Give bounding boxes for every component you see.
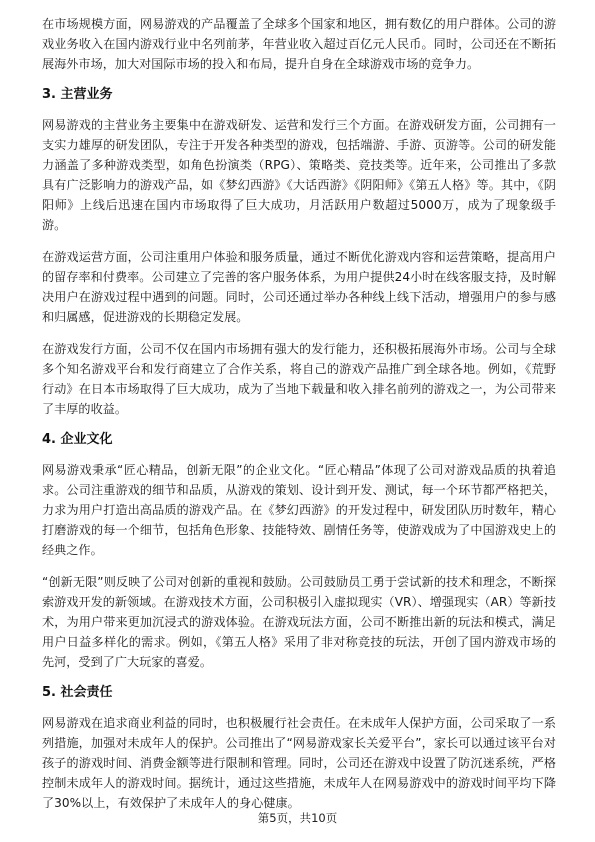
paragraph-culture-craftsmanship: 网易游戏秉承“匠心精品，创新无限”的企业文化。“匠心精品”体现了公司对游戏品质的执着追求。公司注重游戏的细节和品质，从游戏的策划、设计到开发、测试，每一个环节都严格把关，力求为用户打造出高品质的游戏产品。在《梦幻西游》的开发过程中，研发团队历时数年，精心打磨游戏的每一个细节，包括角色形象、技能特效、剧情任务等，使游戏成为了中国游戏史上的经典之作。 (42, 463, 556, 557)
section-heading-social-responsibility: 5. 社会责任 (42, 685, 113, 700)
paragraph-main-business-rd: 网易游戏的主营业务主要集中在游戏研发、运营和发行三个方面。在游戏研发方面，公司拥有一支实力雄厚的研发团队，专注于开发各种类型的游戏，包括端游、手游、页游等。公司的研发能力涵盖了多种游戏类型，如角色扮演类（RPG）、策略类、竞技类等。近年来，公司推出了多款具有广泛影响力的游戏产品，如《梦幻西游》《大话西游》《阴阳师》《第五人格》等。其中，《阴阳师》上线后迅速在国内市场取得了巨大成功，月活跃用户数超过5000万，成为了现象级手游。 (42, 118, 556, 232)
paragraph-market-scale: 在市场规模方面，网易游戏的产品覆盖了全球多个国家和地区，拥有数亿的用户群体。公司的游戏业务收入在国内游戏行业中名列前茅，年营业收入超过百亿元人民币。同时，公司还在不断拓展海外市场，加大对国际市场的投入和布局，提升自身在全球游戏市场的竞争力。 (42, 17, 556, 71)
paragraph-social-responsibility: 网易游戏在追求商业利益的同时，也积极履行社会责任。在未成年人保护方面，公司采取了一系列措施，加强对未成年人的保护。公司推出了“网易游戏家长关爱平台”，家长可以通过该平台对孩子的游戏时间、消费金额等进行限制和管理。同时，公司还在游戏中设置了防沉迷系统，严格控制未成年人的游戏时间。据统计，通过这些措施，未成年人在网易游戏中的游戏时间平均下降了30%以上，有效保护了未成年人的身心健康。 (42, 716, 556, 810)
paragraph-culture-innovation: “创新无限”则反映了公司对创新的重视和鼓励。公司鼓励员工勇于尝试新的技术和理念，不断探索游戏开发的新领域。在游戏技术方面，公司积极引入虚拟现实（VR）、增强现实（AR）等新技术，为用户带来更加沉浸式的游戏体验。在游戏玩法方面，公司不断推出新的玩法和模式，满足用户日益多样化的需求。例如，《第五人格》采用了非对称竞技的玩法，开创了国内游戏市场的先河，受到了广大玩家的喜爱。 (42, 575, 556, 669)
paragraph-main-business-publishing: 在游戏发行方面，公司不仅在国内市场拥有强大的发行能力，还积极拓展海外市场。公司与全球多个知名游戏平台和发行商建立了合作关系，将自己的游戏产品推广到全球各地。例如，《荒野行动》在日本市场取得了巨大成功，成为了当地下载量和收入排名前列的游戏之一，为公司带来了丰厚的收益。 (42, 342, 556, 416)
page-number-footer: 第5页，共10页 (257, 811, 338, 825)
paragraph-main-business-operation: 在游戏运营方面，公司注重用户体验和服务质量，通过不断优化游戏内容和运营策略，提高用户的留存率和付费率。公司建立了完善的客户服务体系，为用户提供24小时在线客服支持，及时解决用户在游戏过程中遇到的问题。同时，公司还通过举办各种线上线下活动，增强用户的参与感和归属感，促进游戏的长期稳定发展。 (42, 250, 556, 324)
document-body (42, 14, 556, 825)
section-heading-main-business: 3. 主营业务 (42, 87, 113, 102)
section-heading-corporate-culture: 4. 企业文化 (42, 432, 113, 447)
